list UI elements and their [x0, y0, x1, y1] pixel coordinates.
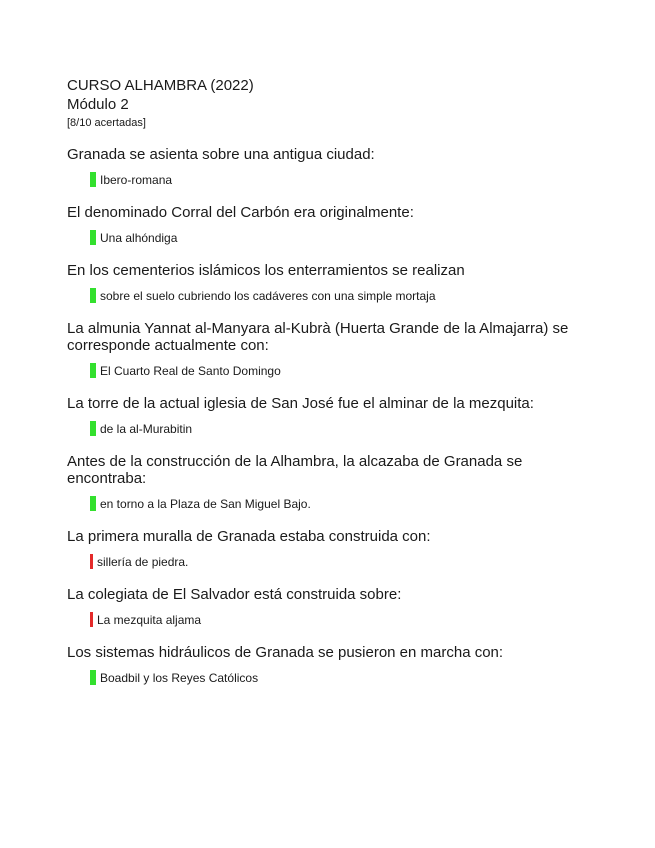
wrong-mark-icon	[90, 612, 93, 627]
question-item	[67, 453, 587, 511]
module-title: Módulo 2	[67, 96, 129, 113]
answer-text: El Cuarto Real de Santo Domingo	[100, 363, 281, 378]
answer-text: sobre el suelo cubriendo los cadáveres con una simple mortaja	[100, 288, 436, 303]
answer-text: de la al-Murabitin	[100, 421, 193, 436]
question-text: Granada se asienta sobre una antigua ciudad:	[67, 146, 375, 163]
answer-text: Una alhóndiga	[100, 230, 178, 245]
correct-mark-icon	[90, 230, 96, 245]
correct-mark-icon	[90, 496, 96, 511]
answer-text: La mezquita aljama	[97, 612, 202, 627]
course-title: CURSO ALHAMBRA (2022)	[67, 77, 254, 94]
question-item	[67, 586, 587, 627]
answer-text: Boadbil y los Reyes Católicos	[100, 670, 259, 685]
answer-text: sillería de piedra.	[97, 554, 189, 569]
answer-row	[90, 230, 587, 245]
answer-row	[90, 554, 587, 569]
answer-row	[90, 496, 587, 511]
question-item	[67, 528, 587, 569]
answer-row	[90, 172, 587, 187]
question-text: La torre de la actual iglesia de San José fue el alminar de la mezquita:	[67, 395, 534, 412]
correct-mark-icon	[90, 288, 96, 303]
wrong-mark-icon	[90, 554, 93, 569]
answer-row	[90, 363, 587, 378]
correct-mark-icon	[90, 670, 96, 685]
correct-mark-icon	[90, 421, 96, 436]
question-item	[67, 146, 587, 187]
question-list	[67, 146, 587, 685]
correct-mark-icon	[90, 172, 96, 187]
answer-row	[90, 670, 587, 685]
answer-row	[90, 288, 587, 303]
score-summary: [8/10 acertadas]	[67, 117, 146, 129]
question-item	[67, 320, 587, 378]
question-item	[67, 395, 587, 436]
question-text: En los cementerios islámicos los enterramientos se realizan	[67, 262, 465, 279]
answer-row	[90, 612, 587, 627]
question-text: El denominado Corral del Carbón era originalmente:	[67, 204, 414, 221]
answer-row	[90, 421, 587, 436]
question-text: La almunia Yannat al-Manyara al-Kubrà (Huerta Grande de la Almajarra) se corresponde actualmente con:	[67, 320, 569, 354]
question-item	[67, 644, 587, 685]
question-text: La primera muralla de Granada estaba construida con:	[67, 528, 431, 545]
answer-text: Ibero-romana	[100, 172, 173, 187]
correct-mark-icon	[90, 363, 96, 378]
document-page	[67, 76, 587, 702]
question-text: Los sistemas hidráulicos de Granada se pusieron en marcha con:	[67, 644, 504, 661]
question-item	[67, 262, 587, 303]
question-text: La colegiata de El Salvador está construida sobre:	[67, 586, 402, 603]
question-text: Antes de la construcción de la Alhambra, la alcazaba de Granada se encontraba:	[67, 453, 523, 487]
question-item	[67, 204, 587, 245]
answer-text: en torno a la Plaza de San Miguel Bajo.	[100, 496, 311, 511]
